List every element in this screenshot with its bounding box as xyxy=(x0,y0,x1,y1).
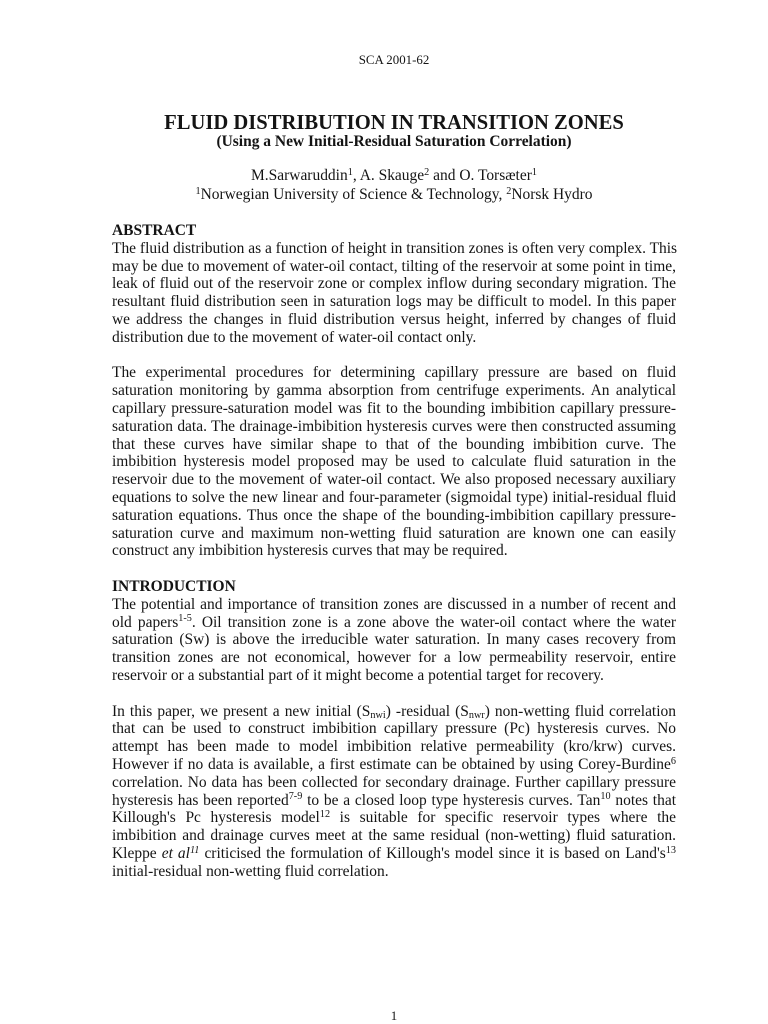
text-run: distribution due to the movement of water-oil contact only. xyxy=(112,328,477,346)
text-line xyxy=(112,436,676,454)
superscript: 1-5 xyxy=(178,613,192,625)
text-run: is suitable for specific reservoir types where the xyxy=(330,809,676,827)
paper-code: SCA 2001-62 xyxy=(358,53,430,67)
text-run: saturation (Sw) is above the irreducible water saturation. In many cases recovery from xyxy=(112,631,676,649)
text-line xyxy=(112,631,676,649)
affiliation-list xyxy=(112,186,676,204)
text-line xyxy=(112,792,676,810)
text-line xyxy=(112,311,676,329)
text-run: M.Sarwaruddin xyxy=(251,167,348,184)
text-run: The fluid distribution as a function of height in transition zones is often very complex. This xyxy=(112,239,678,257)
text-run: and O. Torsæter xyxy=(429,167,532,184)
text-run: that these curves have similar shape to that of the bounding imbibition curve. The xyxy=(112,435,676,453)
paragraph xyxy=(112,596,676,685)
text-run: reservoir due to the movement of water-oil contact. We also proposed necessary auxiliary xyxy=(112,471,676,489)
text-run: ) -residual (S xyxy=(385,702,469,720)
text-run: construct any imbibition hysteresis curves that may be required. xyxy=(112,542,508,560)
text-line xyxy=(112,275,676,293)
abstract-section xyxy=(112,222,676,560)
text-line xyxy=(112,809,676,827)
text-line xyxy=(112,649,676,667)
text-line xyxy=(112,596,676,614)
text-run: saturation equations. Thus once the shape of the bounding-imbibition capillary pressure- xyxy=(112,506,676,524)
text-line xyxy=(112,293,676,311)
text-line xyxy=(112,756,676,774)
text-run: resultant fluid distribution seen in saturation logs may be difficult to model. In this paper xyxy=(112,293,676,311)
text-run: that can be used to construct imbibition capillary pressure (Pc) hysteresis curves. No xyxy=(112,720,676,738)
superscript: 1 xyxy=(347,166,353,178)
text-run: attempt has been made to model imbibition relative permeability (kro/krw) curves. xyxy=(112,738,676,756)
text-run: leak of fluid out of the reservoir zone or complex inflow during secondary migration. The xyxy=(112,275,676,293)
text-line xyxy=(112,774,676,792)
paragraph xyxy=(112,240,676,347)
text-line xyxy=(112,703,676,721)
text-run: correlation. No data has been collected for secondary drainage. Further capillary pressure xyxy=(112,773,676,791)
body-text xyxy=(112,222,676,880)
italic-text: et al xyxy=(161,844,190,862)
text-run: Kleppe xyxy=(112,844,162,862)
superscript: 10 xyxy=(600,791,611,803)
text-line xyxy=(112,418,676,436)
superscript: 2 xyxy=(506,185,512,197)
text-run: saturation curve and maximum non-wetting fluid saturation are known one can easily xyxy=(112,524,676,542)
introduction-heading: INTRODUCTION xyxy=(112,577,236,595)
superscript: 1 xyxy=(531,166,537,178)
paragraph xyxy=(112,364,676,560)
text-run: we address the changes in fluid distribution versus height, inferred by changes of fluid xyxy=(112,310,676,328)
superscript: 1 xyxy=(195,185,201,197)
introduction-paragraphs xyxy=(112,596,676,881)
abstract-paragraphs xyxy=(112,240,676,560)
italic-superscript: 11 xyxy=(189,844,200,856)
text-line xyxy=(112,453,676,471)
superscript: 13 xyxy=(665,844,676,856)
text-line xyxy=(112,525,676,543)
page-number: 1 xyxy=(390,1009,398,1023)
text-line xyxy=(112,471,676,489)
text-line xyxy=(112,845,676,863)
text-run: old papers xyxy=(112,613,179,631)
text-run: In this paper, we present a new initial (S xyxy=(112,702,371,720)
introduction-section xyxy=(112,578,676,881)
paragraph xyxy=(112,703,676,881)
text-line xyxy=(112,489,676,507)
text-run: Killough's Pc hysteresis model xyxy=(112,809,320,827)
author-list xyxy=(112,167,676,185)
text-run: capillary pressure-saturation model was fit to the bounding imbibition capillary pressure- xyxy=(112,399,676,417)
text-run: saturation monitoring by gamma absorption from centrifuge experiments. An analytical xyxy=(112,382,676,400)
text-line xyxy=(112,542,676,560)
text-run: initial-residual non-wetting fluid correlation. xyxy=(112,862,389,880)
text-line xyxy=(112,507,676,525)
superscript: 6 xyxy=(670,755,676,767)
text-run: reservoir or a substantial part of it might become a potential target for recovery. xyxy=(112,666,604,684)
text-line xyxy=(112,240,676,258)
text-line xyxy=(112,667,676,685)
text-run: imbibition and drainage curves meet at the same residual (non-wetting) fluid saturation. xyxy=(112,827,676,845)
text-line xyxy=(112,614,676,632)
text-run: to be a closed loop type hysteresis curves. Tan xyxy=(302,791,601,809)
text-line xyxy=(112,400,676,418)
text-run: notes that xyxy=(610,791,676,809)
text-line xyxy=(112,258,676,276)
superscript: 2 xyxy=(424,166,430,178)
text-run: Norwegian University of Science & Technology, xyxy=(200,186,507,203)
text-run: However if no data is available, a first estimate can be obtained by using Corey-Burdine xyxy=(112,755,671,773)
text-line xyxy=(112,738,676,756)
text-run: hysteresis has been reported xyxy=(112,791,289,809)
superscript: 7-9 xyxy=(288,791,303,803)
abstract-heading: ABSTRACT xyxy=(112,222,197,239)
text-run: may be due to movement of water-oil contact, tilting of the reservoir at some point in time, xyxy=(112,257,676,275)
text-line xyxy=(112,827,676,845)
text-run: The experimental procedures for determining capillary pressure are based on fluid xyxy=(112,364,676,382)
text-line xyxy=(112,382,676,400)
superscript: 12 xyxy=(319,809,331,821)
text-line xyxy=(112,720,676,738)
text-run: imbibition hysteresis model proposed may be used to calculate fluid saturation in the xyxy=(112,453,676,471)
text-run: criticised the formulation of Killough's model since it is based on Land's xyxy=(199,844,666,862)
paper-title: FLUID DISTRIBUTION IN TRANSITION ZONES xyxy=(164,112,624,134)
paper-subtitle: (Using a New Initial-Residual Saturation Correlation) xyxy=(216,133,572,150)
text-line xyxy=(112,329,676,347)
text-run: transition zones are not economical, however for a low permeability reservoir, entire xyxy=(112,649,676,667)
text-line xyxy=(112,863,676,881)
subscript: nwi xyxy=(370,709,386,721)
subscript: nwr xyxy=(468,709,485,721)
text-run: ) non-wetting fluid correlation xyxy=(484,702,676,720)
text-run: equations to solve the new linear and four-parameter (sigmoidal type) initial-residual fluid xyxy=(112,488,676,506)
text-run: , A. Skauge xyxy=(352,167,425,184)
text-run: Norsk Hydro xyxy=(511,186,593,203)
text-line xyxy=(112,364,676,382)
text-run: saturation data. The drainage-imbibition hysteresis curves were then constructed assuming xyxy=(112,417,676,435)
text-run: . Oil transition zone is a zone above the water-oil contact where the water xyxy=(191,613,676,631)
text-run: The potential and importance of transition zones are discussed in a number of recent and xyxy=(112,595,676,613)
